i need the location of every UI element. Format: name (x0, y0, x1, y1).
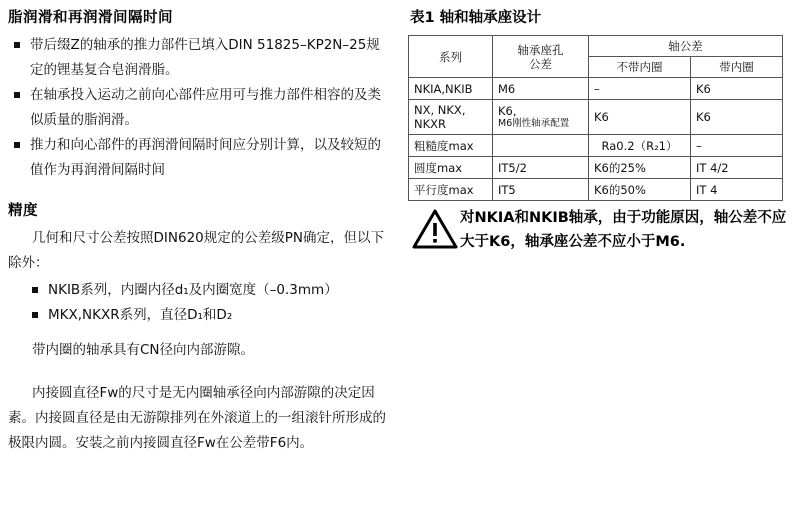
cell-with-inner-ring: IT 4/2 (691, 157, 783, 179)
spacer (8, 328, 388, 338)
cell-series: 粗糙度max (409, 135, 493, 157)
table-row (409, 135, 783, 157)
bullet-square-icon (32, 312, 38, 318)
column-header-housing-bore-line2: 公差 (529, 56, 552, 71)
column-header-with-inner-ring: 带内圈 (691, 57, 783, 78)
table-row (409, 100, 783, 135)
cell-without-inner-ring: K6的25% (589, 157, 691, 179)
section-heading-accuracy: 精度 (8, 203, 38, 219)
list-item-text: 推力和向心部件的再润滑间隔时间应分别计算，以及较短的值作为再润滑间隔时间 (30, 137, 381, 178)
bullet-square-icon (14, 142, 20, 148)
warning-note (412, 206, 792, 254)
cell-housing (493, 135, 589, 157)
bullet-square-icon (32, 287, 38, 293)
bullet-square-icon (14, 92, 20, 98)
shaft-housing-design-table (408, 35, 783, 201)
cell-without-inner-ring: K6的50% (589, 179, 691, 201)
paragraph-tolerance-class: 几何和尺寸公差按照DIN620规定的公差级PN确定，但以下除外： (8, 230, 384, 271)
paragraph-inscribed-circle: 内接圆直径Fw的尺寸是无内圈轴承径向内部游隙的决定因素。内接圆直径是由无游隙排列在外滚道上的一组滚针所形成的极限内圆。安装之前内接圆直径Fw在公差带F6内。 (8, 385, 386, 451)
cell-housing-note: M6刚性轴承配置 (498, 118, 570, 129)
table-header-row (409, 36, 783, 57)
cell-series-line1: NX, NKX, (414, 103, 466, 117)
right-column (408, 6, 792, 201)
list-item (8, 33, 388, 83)
cell-without-inner-ring: K6 (589, 100, 691, 135)
cell-series: NKIA,NKIB (409, 78, 493, 100)
warning-triangle-icon (412, 208, 458, 250)
list-item (8, 133, 388, 183)
cell-without-inner-ring: Ra0.2（R₂1） (589, 135, 691, 157)
column-header-series: 系列 (409, 36, 493, 78)
spacer (8, 183, 388, 199)
list-item-text: MKX,NKXR系列，直径D₁和D₂ (48, 307, 233, 323)
table-row (409, 179, 783, 201)
column-header-without-inner-ring: 不带内圈 (589, 57, 691, 78)
cell-without-inner-ring: – (589, 78, 691, 100)
cell-series-line2: NKXR (414, 117, 447, 131)
cell-housing: IT5 (493, 179, 589, 201)
list-item-text: NKIB系列，内圈内径d₁及内圈宽度（–0.3mm） (48, 282, 338, 298)
cell-housing (493, 100, 589, 135)
paragraph-radial-clearance: 带内圈的轴承具有CN径向内部游隙。 (32, 342, 255, 358)
cell-housing: IT5/2 (493, 157, 589, 179)
cell-series: 圆度max (409, 157, 493, 179)
cell-with-inner-ring: IT 4 (691, 179, 783, 201)
list-item (8, 303, 388, 328)
table-title: 表1 轴和轴承座设计 (410, 10, 542, 26)
bullet-square-icon (14, 42, 20, 48)
warning-text: 对NKIA和NKIB轴承，由于功能原因，轴公差不应大于K6，轴承座公差不应小于M6. (460, 210, 787, 250)
column-header-shaft-tolerance: 轴公差 (589, 36, 783, 57)
table-row (409, 157, 783, 179)
cell-housing-line1: K6, (498, 104, 517, 118)
cell-with-inner-ring: K6 (691, 100, 783, 135)
list-item-text: 在轴承投入运动之前向心部件应用可与推力部件相容的及类似质量的脂润滑。 (30, 87, 381, 128)
left-column (8, 6, 388, 458)
cell-housing: M6 (493, 78, 589, 100)
list-item-text: 带后缀Z的轴承的推力部件已填入DIN 51825–KP2N–25规定的锂基复合皂润滑脂。 (30, 37, 380, 78)
column-header-housing-bore-line1: 轴承座孔 (517, 42, 564, 57)
section-heading-lubrication: 脂润滑和再润滑间隔时间 (8, 10, 173, 26)
column-header-housing-bore (493, 36, 589, 78)
table-row (409, 78, 783, 100)
list-item (8, 278, 388, 303)
cell-with-inner-ring: – (691, 135, 783, 157)
list-item (8, 83, 388, 133)
cell-with-inner-ring: K6 (691, 78, 783, 100)
cell-series (409, 100, 493, 135)
cell-series: 平行度max (409, 179, 493, 201)
spacer (8, 365, 388, 381)
